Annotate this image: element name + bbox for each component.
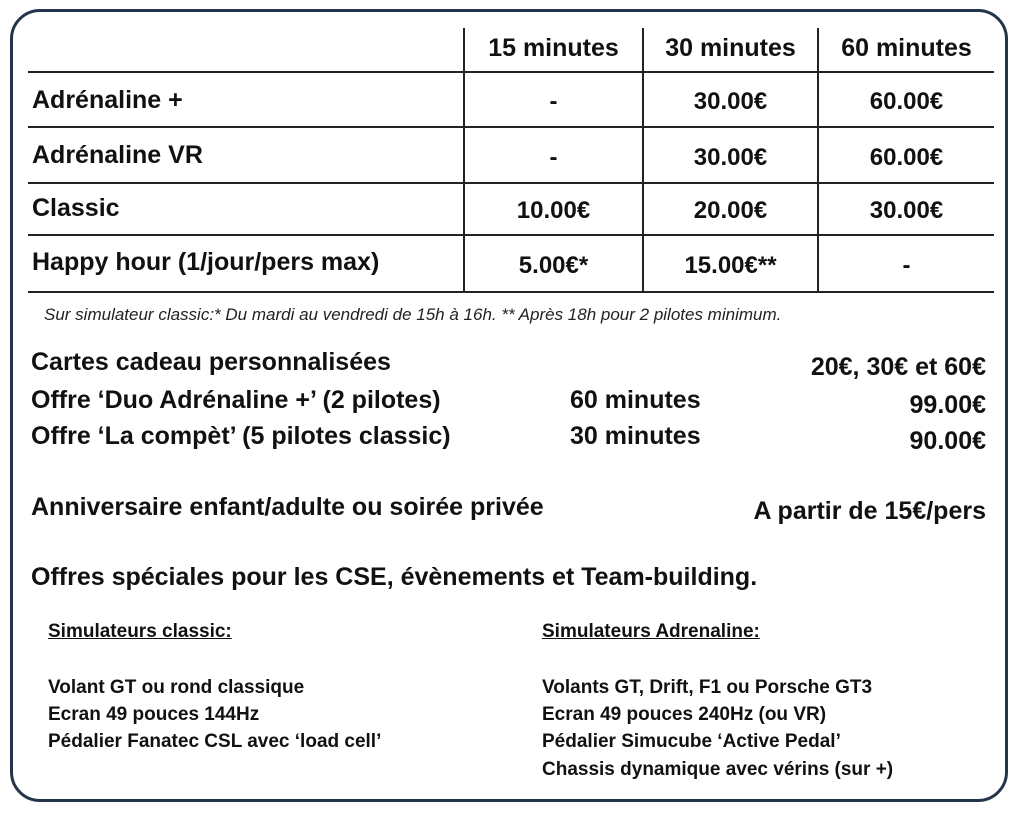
offer-name-duo: Offre ‘Duo Adrénaline +’ (2 pilotes) [31,386,441,414]
birthday-label: Anniversaire enfant/adulte ou soirée privée [31,493,544,521]
offer-duration-duo: 60 minutes [570,386,701,414]
offer-duration-competition: 30 minutes [570,422,701,450]
offer-name-gift-cards: Cartes cadeau personnalisées [31,348,391,376]
price-cell: 30.00€ [693,88,768,115]
list-item: Chassis dynamique avec vérins (sur +) [542,759,894,780]
list-item: Volant GT ou rond classique [48,677,305,698]
price-cell: 30.00€ [869,197,944,224]
column-header-60-min: 60 minutes [841,34,972,62]
list-item: Ecran 49 pouces 240Hz (ou VR) [542,704,827,725]
offer-price-duo: 99.00€ [909,391,986,419]
row-label-adrenaline-plus: Adrénaline + [32,86,183,114]
list-item: Pédalier Fanatec CSL avec ‘load cell’ [48,731,382,752]
table-rule [28,126,994,128]
column-header-30-min: 30 minutes [665,34,796,62]
price-cell: 60.00€ [869,144,944,171]
price-cell: 30.00€ [693,144,768,171]
offer-price-gift-cards: 20€, 30€ et 60€ [810,353,986,381]
price-cell: - [549,144,558,171]
table-rule [28,291,994,293]
column-header-15-min: 15 minutes [488,34,619,62]
row-label-adrenaline-vr: Adrénaline VR [32,141,203,169]
special-offers-line: Offres spéciales pour les CSE, évènements et Team-building. [31,563,758,591]
row-label-happy-hour: Happy hour (1/jour/pers max) [32,248,380,276]
table-rule [28,182,994,184]
offer-price-competition: 90.00€ [909,427,986,455]
table-rule [28,71,994,73]
list-item: Volants GT, Drift, F1 ou Porsche GT3 [542,677,873,698]
price-cell: 5.00€* [518,252,589,279]
price-cell: - [902,252,911,279]
price-cell: 10.00€ [516,197,591,224]
row-label-classic: Classic [32,194,120,222]
price-cell: 15.00€** [684,252,777,279]
price-cell: 20.00€ [693,197,768,224]
offer-name-competition: Offre ‘La compèt’ (5 pilotes classic) [31,422,451,450]
price-cell: 60.00€ [869,88,944,115]
table-rule [28,234,994,236]
list-item: Pédalier Simucube ‘Active Pedal’ [542,731,841,752]
simulators-classic-title: Simulateurs classic: [48,621,232,642]
simulators-adrenaline-title: Simulateurs Adrenaline: [542,621,760,642]
birthday-price: A partir de 15€/pers [753,497,986,525]
happy-hour-footnote: Sur simulateur classic:* Du mardi au vendredi de 15h à 16h. ** Après 18h pour 2 pilotes minimum. [44,305,782,324]
price-cell: - [549,88,558,115]
list-item: Ecran 49 pouces 144Hz [48,704,260,725]
